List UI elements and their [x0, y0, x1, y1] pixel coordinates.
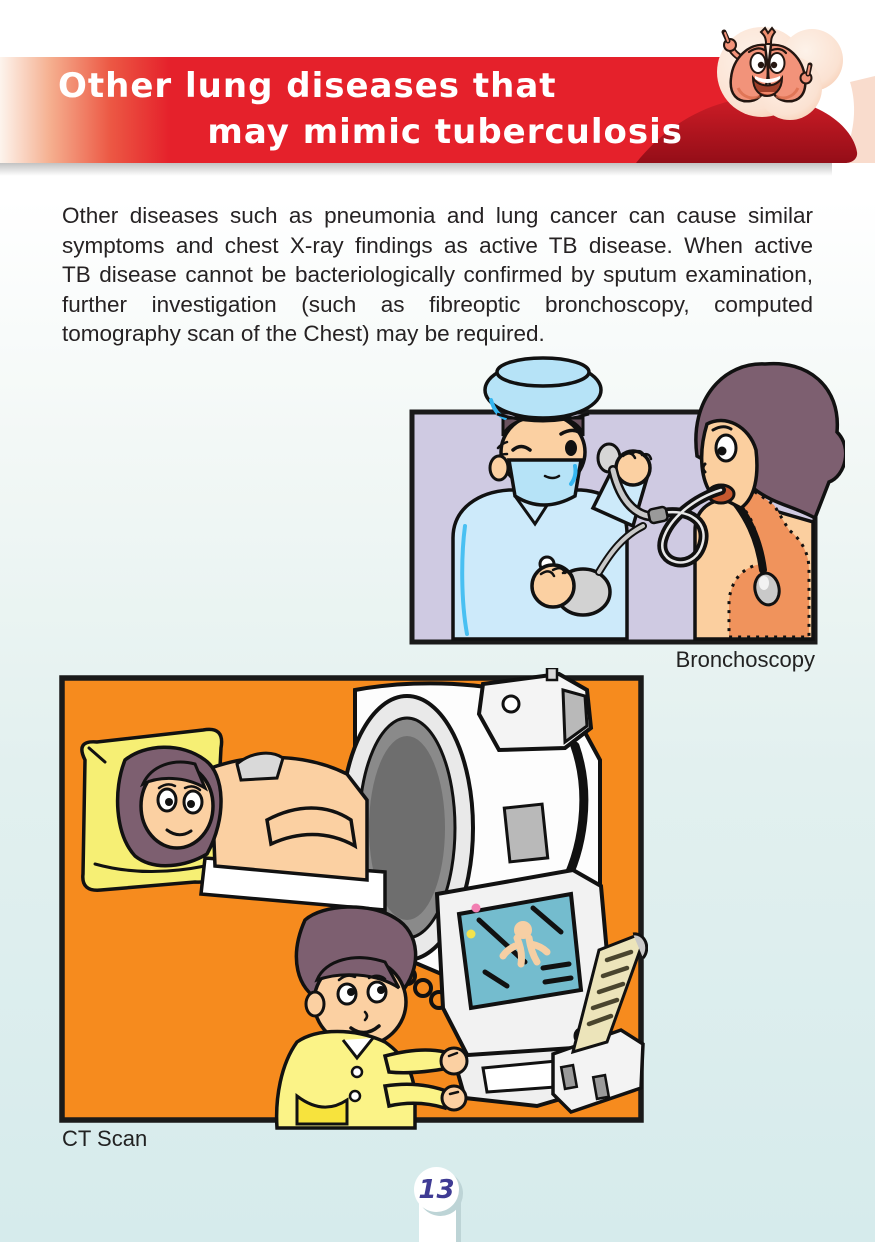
title-banner — [0, 0, 875, 200]
paragraph-line: Other diseases such as pneumonia and lung cancer can cause similar — [62, 203, 813, 228]
body-paragraph — [62, 201, 813, 349]
page-title-line1: Other lung diseases that — [58, 66, 557, 106]
page-number: 13 — [418, 1174, 455, 1205]
paragraph-line: further investigation (such as fibreoptic bronchoscopy, computed — [62, 291, 813, 317]
figure-caption-ct-scan: CT Scan — [62, 1126, 148, 1151]
figure-caption-bronchoscopy: Bronchoscopy — [675, 647, 815, 672]
paragraph-line: tomography scan of the Chest) may be required. — [62, 321, 545, 346]
page-title-line2: may mimic tuberculosis — [207, 112, 683, 152]
ct-scan-illustration — [55, 668, 648, 1136]
banner-shadow — [0, 163, 832, 176]
bronchoscopy-illustration — [395, 356, 845, 648]
paragraph-line: symptoms and chest X-ray findings as active TB disease. When active — [62, 232, 813, 258]
page-number-badge — [414, 1167, 459, 1212]
paragraph-line: TB disease cannot be bacteriologically confirmed by sputum examination, — [62, 262, 813, 287]
